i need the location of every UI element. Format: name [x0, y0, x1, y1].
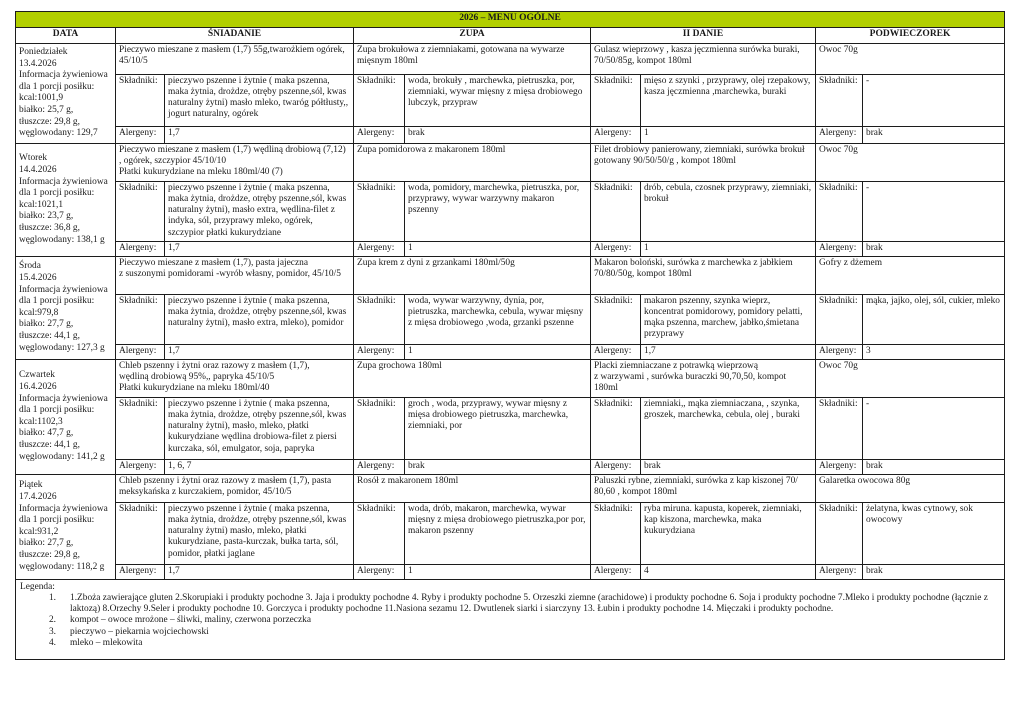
main-course-dish: Filet drobiowy panierowany, ziemniaki, surówka brokuł gotowany 90/50/50/g , kompot 180ml: [591, 143, 816, 181]
breakfast-ingredients: pieczywo pszenne i żytnie ( maka pszenna, maka żytnia, drożdze, otręby pszenne,sól, kwas naturalny żytni), masło extra, wędlina-filet z indyka, sól, przyprawy mleko, ogórek, szczypior płatki kukurydziane: [165, 181, 354, 241]
nutrition-fat: tłuszcze: 29,8 g,: [19, 549, 80, 560]
breakfast-dish: Chleb pszenny i żytni oraz razowy z masłem (1,7), pasta meksykańska z kurczakiem, pomidor, 45/10/5: [116, 474, 354, 502]
nutrition-info-label: Informacja żywieniowa dla 1 porcji posiłku:: [19, 393, 108, 416]
breakfast-ingredients: pieczywo pszenne i żytnie ( maka pszenna, maka żytnia, drożdze, otręby pszenne,sól, kwas naturalny żytni) masło mleko, twaróg półtłusty,, jogurt naturalny, ogórek: [165, 74, 354, 127]
menu-table: [15, 11, 1005, 660]
day-name: Wtorek: [19, 153, 48, 164]
nutrition-info-label: Informacja żywieniowa dla 1 porcji posiłku:: [19, 284, 108, 307]
breakfast-dish: Pieczywo mieszane z masłem (1,7) 55g,twarożkiem ogórek, 45/10/5: [116, 44, 354, 75]
breakfast-allergens: 1,7: [165, 564, 354, 579]
nutrition-kcal: kcal:979,8: [19, 307, 59, 318]
soup-dish: Zupa brokułowa z ziemniakami, gotowana na wywarze mięsnym 180ml: [354, 44, 591, 75]
breakfast-ingredients: pieczywo pszenne i żytnie ( maka pszenna, maka żytnia, drożdze, otręby pszenne,sól, kwas naturalny żytni) masło, mleko, płatki kukurydziane, pasta-kurczak, bułka tarta, sól, pomidor, płatki jaglane: [165, 502, 354, 564]
nutrition-fat: tłuszcze: 44,1 g,: [19, 330, 80, 341]
day-dish-row: [16, 474, 1005, 502]
snack-ingredients-label: Składniki:: [816, 502, 863, 564]
nutrition-fat: tłuszcze: 44,1 g,: [19, 439, 80, 450]
main-course-allergens: 1,7: [641, 344, 816, 359]
main-course-allergens: brak: [641, 459, 816, 474]
main-course-ingredients-label: Składniki:: [591, 294, 641, 344]
main-course-ingredients-label: Składniki:: [591, 397, 641, 459]
legend-item-number: 1.: [48, 592, 56, 603]
day-dish-row: [16, 359, 1005, 397]
legend-item-text: 1.Zboża zawierające gluten 2.Skorupiaki i produkty pochodne 3. Jaja i produkty pochodne 4. Ryby i produkty pochodne 5. Orzeszki ziemne (arachidowe) i produkty pochodne 6. Soja i produkty pochodne 7.Mleko i produkty pochodne (łącznie z laktozą) 8.Orzechy 9.Seler i produkty pochodne 10. Gorczyca i produkty pochodne 11.Nasiona sezamu 12. Dwutlenek siarki i siarczyny 13. Łubin i produkty pochodne 14. Mięczaki i produkty pochodne.: [70, 592, 988, 615]
soup-allergens-label: Alergeny:: [354, 344, 405, 359]
main-course-ingredients: ziemniaki,, mąka ziemniaczana, , szynka, groszek, marchewka, cebula, olej , buraki: [641, 397, 816, 459]
day-ingredients-row: [16, 397, 1005, 459]
soup-allergens-label: Alergeny:: [354, 127, 405, 143]
main-course-allergens: 1: [641, 241, 816, 256]
column-header-breakfast: ŚNIADANIE: [116, 28, 354, 44]
nutrition-kcal: kcal:1021,1: [19, 199, 64, 210]
soup-dish: Rosół z makaronem 180ml: [354, 474, 591, 502]
legend: [16, 579, 1005, 659]
nutrition-carbs: węglowodany: 138,1 g: [19, 234, 105, 245]
legend-item-text: mleko – mlekowita: [70, 637, 143, 648]
snack-allergens-label: Alergeny:: [816, 459, 863, 474]
soup-allergens-label: Alergeny:: [354, 241, 405, 256]
soup-ingredients-label: Składniki:: [354, 502, 405, 564]
main-course-allergens-label: Alergeny:: [591, 564, 641, 579]
menu-title: 2026 – MENU OGÓLNE: [16, 12, 1005, 28]
snack-ingredients: -: [863, 74, 1005, 127]
snack-ingredients: -: [863, 181, 1005, 241]
day-info-cell: [16, 44, 116, 144]
menu-body: [16, 44, 1005, 580]
main-course-dish: Gulasz wieprzowy , kasza jęczmienna surówka buraki, 70/50/85g, kompot 180ml: [591, 44, 816, 75]
day-allergens-row: [16, 459, 1005, 474]
main-course-ingredients: makaron pszenny, szynka wieprz, koncentrat pomidorowy, pomidory pelatti, mąka pszenna, marchew, jabłko,śmietana przyprawy: [641, 294, 816, 344]
snack-dish: Owoc 70g: [816, 359, 1005, 397]
main-course-ingredients: mięso z szynki , przyprawy, olej rzepakowy, kasza jęczmienna ,marchewka, buraki: [641, 74, 816, 127]
main-course-ingredients-label: Składniki:: [591, 74, 641, 127]
soup-allergens: brak: [405, 459, 591, 474]
day-ingredients-row: [16, 181, 1005, 241]
main-course-allergens-label: Alergeny:: [591, 344, 641, 359]
soup-ingredients-label: Składniki:: [354, 294, 405, 344]
legend-title: Legenda:: [20, 581, 55, 592]
nutrition-protein: białko: 25,7 g,: [19, 104, 74, 115]
breakfast-ingredients-label: Składniki:: [116, 294, 165, 344]
day-ingredients-row: [16, 502, 1005, 564]
nutrition-carbs: węglowodany: 127,3 g: [19, 342, 105, 353]
day-name: Czwartek: [19, 370, 55, 381]
soup-allergens: brak: [405, 127, 591, 143]
day-dish-row: [16, 44, 1005, 75]
snack-allergens: brak: [863, 564, 1005, 579]
nutrition-info-label: Informacja żywieniowa dla 1 porcji posiłku:: [19, 176, 108, 199]
breakfast-allergens: 1,7: [165, 127, 354, 143]
snack-allergens-label: Alergeny:: [816, 564, 863, 579]
day-allergens-row: [16, 564, 1005, 579]
day-ingredients-row: [16, 294, 1005, 344]
day-name: Poniedziałek: [19, 47, 68, 57]
snack-ingredients: -: [863, 397, 1005, 459]
breakfast-ingredients-label: Składniki:: [116, 397, 165, 459]
soup-ingredients-label: Składniki:: [354, 74, 405, 127]
column-header-date: DATA: [16, 28, 116, 44]
snack-ingredients-label: Składniki:: [816, 294, 863, 344]
breakfast-allergens-label: Alergeny:: [116, 564, 165, 579]
soup-dish: Zupa pomidorowa z makaronem 180ml: [354, 143, 591, 181]
snack-ingredients: żelatyna, kwas cytnowy, sok owocowy: [863, 502, 1005, 564]
legend-item: [20, 638, 1000, 649]
main-course-allergens: 1: [641, 127, 816, 143]
column-header-soup: ZUPA: [354, 28, 591, 44]
breakfast-allergens-label: Alergeny:: [116, 241, 165, 256]
breakfast-allergens: 1,7: [165, 241, 354, 256]
column-header-snack: PODWIECZOREK: [816, 28, 1005, 44]
breakfast-dish: Pieczywo mieszane z masłem (1,7) wędliną drobiową (7,12) , ogórek, szczypior 45/10/10 Płatki kukurydziane na mleku 180ml/40 (7): [116, 143, 354, 181]
snack-ingredients-label: Składniki:: [816, 74, 863, 127]
day-date: 15.4.2026: [19, 272, 57, 283]
day-ingredients-row: [16, 74, 1005, 127]
main-course-allergens-label: Alergeny:: [591, 459, 641, 474]
nutrition-fat: tłuszcze: 29,8 g,: [19, 116, 80, 127]
breakfast-ingredients-label: Składniki:: [116, 181, 165, 241]
day-date: 14.4.2026: [19, 164, 57, 175]
breakfast-allergens: 1, 6, 7: [165, 459, 354, 474]
day-date: 17.4.2026: [19, 491, 57, 502]
soup-allergens: 1: [405, 344, 591, 359]
snack-dish: Owoc 70g: [816, 44, 1005, 75]
soup-ingredients: woda, pomidory, marchewka, pietruszka, por, przyprawy, wywar warzywny makaron pszenny: [405, 181, 591, 241]
breakfast-ingredients: pieczywo pszenne i żytnie ( maka pszenna, maka żytnia, drożdze, otręby pszenne,sól, kwas naturalny żytni), masło extra, mleko), pomidor: [165, 294, 354, 344]
snack-allergens-label: Alergeny:: [816, 344, 863, 359]
nutrition-protein: białko: 27,7 g,: [19, 538, 74, 549]
breakfast-allergens-label: Alergeny:: [116, 344, 165, 359]
day-allergens-row: [16, 241, 1005, 256]
day-info-cell: [16, 359, 116, 474]
day-date: 16.4.2026: [19, 381, 57, 392]
main-course-ingredients-label: Składniki:: [591, 502, 641, 564]
snack-dish: Gofry z dżemem: [816, 256, 1005, 294]
soup-allergens-label: Alergeny:: [354, 564, 405, 579]
column-header-main-course: II DANIE: [591, 28, 816, 44]
day-name: Piątek: [19, 480, 43, 491]
nutrition-protein: białko: 23,7 g,: [19, 211, 74, 222]
nutrition-protein: białko: 27,7 g,: [19, 319, 74, 330]
main-course-allergens-label: Alergeny:: [591, 241, 641, 256]
main-course-allergens-label: Alergeny:: [591, 127, 641, 143]
soup-allergens-label: Alergeny:: [354, 459, 405, 474]
legend-item: [20, 627, 1000, 638]
snack-ingredients: mąka, jajko, olej, sól, cukier, mleko: [863, 294, 1005, 344]
day-dish-row: [16, 143, 1005, 181]
main-course-dish: Paluszki rybne, ziemniaki, surówka z kap kiszonej 70/ 80,60 , kompot 180ml: [591, 474, 816, 502]
soup-dish: Zupa grochowa 180ml: [354, 359, 591, 397]
nutrition-kcal: kcal:931,2: [19, 526, 59, 537]
day-allergens-row: [16, 127, 1005, 143]
snack-dish: Galaretka owocowa 80g: [816, 474, 1005, 502]
day-dish-row: [16, 256, 1005, 294]
day-info-cell: [16, 256, 116, 359]
soup-allergens: 1: [405, 241, 591, 256]
legend-item-text: pieczywo – piekarnia wojciechowski: [70, 626, 209, 637]
soup-allergens: 1: [405, 564, 591, 579]
snack-allergens-label: Alergeny:: [816, 127, 863, 143]
nutrition-kcal: kcal:1102,3: [19, 416, 63, 427]
nutrition-carbs: węglowodany: 118,2 g: [19, 561, 105, 572]
breakfast-dish: Pieczywo mieszane z masłem (1,7), pasta jajeczna z suszonymi pomidorami -wyrób własny, pomidor, 45/10/5: [116, 256, 354, 294]
snack-allergens: 3: [863, 344, 1005, 359]
breakfast-ingredients: pieczywo pszenne i żytnie ( maka pszenna, maka żytnia, drożdze, otręby pszenne,sól, kwas naturalny żytni), masło, mleko, płatki kukurydziane wędlina drobiowa-filet z piersi kurczaka, sól, emulgator, soja, papryka: [165, 397, 354, 459]
nutrition-kcal: kcal:1001,9: [19, 93, 64, 104]
soup-ingredients: woda, drób, makaron, marchewka, wywar mięsny z mięsa drobiowego pietruszka,por por, makaron pszenny: [405, 502, 591, 564]
nutrition-carbs: węglowodany: 129,7: [19, 128, 98, 139]
main-course-ingredients: drób, cebula, czosnek przyprawy, ziemniaki, brokuł: [641, 181, 816, 241]
main-course-dish: Makaron boloński, surówka z marchewka z jabłkiem 70/80/50g, kompot 180ml: [591, 256, 816, 294]
day-info-cell: [16, 143, 116, 256]
nutrition-fat: tłuszcze: 36,8 g,: [19, 222, 80, 233]
breakfast-allergens-label: Alergeny:: [116, 127, 165, 143]
snack-allergens: brak: [863, 459, 1005, 474]
legend-item-number: 3.: [48, 626, 56, 637]
snack-ingredients-label: Składniki:: [816, 397, 863, 459]
breakfast-dish: Chleb pszenny i żytni oraz razowy z masłem (1,7), wędliną drobiową 95%,, papryka 45/10/5 Płatki kukurydziane na mleku 180ml/40: [116, 359, 354, 397]
nutrition-info-label: Informacja żywieniowa dla 1 porcji posiłku:: [19, 70, 108, 92]
breakfast-ingredients-label: Składniki:: [116, 502, 165, 564]
day-allergens-row: [16, 344, 1005, 359]
day-date: 13.4.2026: [19, 58, 57, 69]
soup-ingredients-label: Składniki:: [354, 181, 405, 241]
breakfast-allergens: 1,7: [165, 344, 354, 359]
main-course-ingredients-label: Składniki:: [591, 181, 641, 241]
day-info-cell: [16, 474, 116, 579]
main-course-dish: Placki ziemniaczane z potrawką wieprzową z warzywami , surówka buraczki 90,70,50, kompot 180ml: [591, 359, 816, 397]
soup-dish: Zupa krem z dyni z grzankami 180ml/50g: [354, 256, 591, 294]
legend-item: [20, 615, 1000, 626]
legend-list: [20, 593, 1000, 649]
nutrition-carbs: węglowodany: 141,2 g: [19, 451, 105, 462]
soup-ingredients-label: Składniki:: [354, 397, 405, 459]
soup-ingredients: woda, brokuły , marchewka, pietruszka, por, ziemniaki, wywar mięsny z mięsa drobiowego lubczyk, przypraw: [405, 74, 591, 127]
breakfast-allergens-label: Alergeny:: [116, 459, 165, 474]
day-name: Środa: [19, 261, 41, 272]
snack-allergens-label: Alergeny:: [816, 241, 863, 256]
snack-allergens: brak: [863, 241, 1005, 256]
main-course-allergens: 4: [641, 564, 816, 579]
legend-item: [20, 593, 1000, 615]
soup-ingredients: groch , woda, przyprawy, wywar mięsny z mięsa drobiowego pietruszka, marchewka, ziemniaki, por: [405, 397, 591, 459]
nutrition-protein: białko: 47,7 g,: [19, 428, 74, 439]
snack-ingredients-label: Składniki:: [816, 181, 863, 241]
legend-item-number: 2.: [48, 615, 56, 626]
legend-item-number: 4.: [48, 637, 56, 648]
snack-dish: Owoc 70g: [816, 143, 1005, 181]
breakfast-ingredients-label: Składniki:: [116, 74, 165, 127]
nutrition-info-label: Informacja żywieniowa dla 1 porcji posiłku:: [19, 503, 108, 526]
snack-allergens: brak: [863, 127, 1005, 143]
main-course-ingredients: ryba miruna. kapusta, koperek, ziemniaki, kap kiszona, marchewka, maka kukurydziana: [641, 502, 816, 564]
soup-ingredients: woda, wywar warzywny, dynia, por, pietruszka, marchewka, cebula, wywar mięsny z mięsa drobiowego ,woda, grzanki pszenne: [405, 294, 591, 344]
legend-item-text: kompot – owoce mrożone – śliwki, maliny, czerwona porzeczka: [70, 615, 311, 626]
